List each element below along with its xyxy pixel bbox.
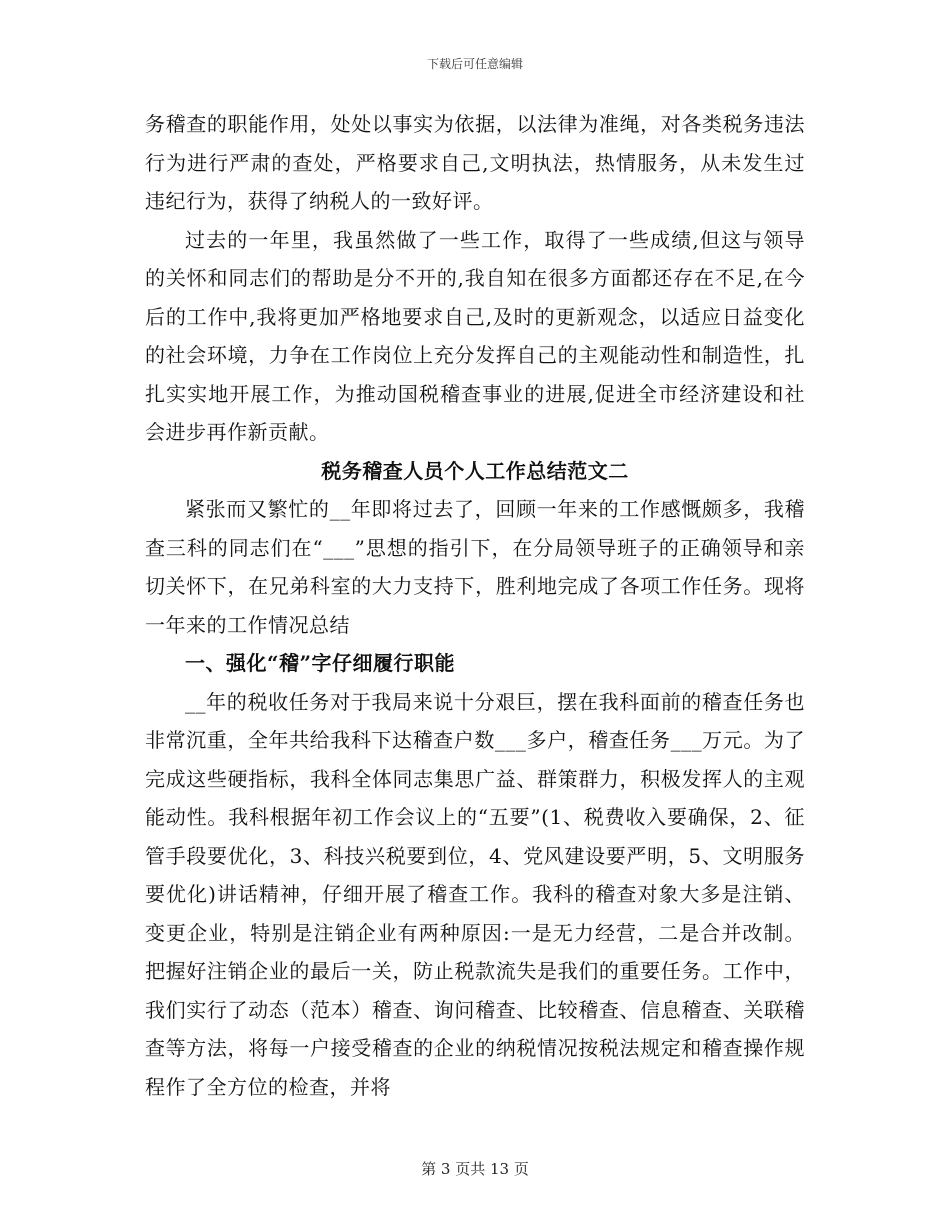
paragraph: 过去的一年里，我虽然做了一些工作，取得了一些成绩,但这与领导的关怀和同志们的帮助是分不开的,我自知在很多方面都还存在不足,在今后的工作中,我将更加严格地要求自己,及时的更新观念，以适应日益变化的社会环境，力争在工作岗位上充分发挥自己的主观能动性和制造性，扎扎实实地开展工作，为推动国税稽查事业的进展,促进全市经济建设和社会进步再作新贡献。 bbox=[145, 227, 805, 444]
section-heading: 一、强化“稽”字仔细履行职能 bbox=[185, 651, 456, 675]
page-footer: 第 3 页共 13 页 bbox=[421, 1160, 529, 1178]
paragraph: 务稽查的职能作用，处处以事实为依据，以法律为准绳，对各类税务违法行为进行严肃的查处，严格要求自己,文明执法，热情服务，从未发生过违纪行为，获得了纳税人的一致好评。 bbox=[145, 112, 805, 213]
page-header: 下载后可任意编辑 bbox=[426, 57, 523, 71]
section-title: 税务稽查人员个人工作总结范文二 bbox=[321, 458, 629, 483]
paragraph: __年的税收任务对于我局来说十分艰巨，摆在我科面前的稽查任务也非常沉重，全年共给我科下达稽查户数___多户，稽查任务___万元。为了完成这些硬指标，我科全体同志集思广益、群策群力，积极发挥人的主观能动性。我科根据年初工作会议上的“五要”(1、税费收入要确保，2、征管手段要优化，3、科技兴税要到位，4、党风建设要严明，5、文明服务要优化)讲话精神，仔细开展了稽查工作。我科的稽查对象大多是注销、变更企业，特别是注销企业有两种原因:一是无力经营，二是合并改制。把握好注销企业的最后一关，防止税款流失是我们的重要任务。工作中，我们实行了动态（范本）稽查、询问稽查、比较稽查、信息稽查、关联稽查等方法，将每一户接受稽查的企业的纳税情况按税法规定和稽查操作规程作了全方位的检查，并将 bbox=[145, 689, 805, 1099]
document-body bbox=[145, 105, 805, 1106]
paragraph: 紧张而又繁忙的__年即将过去了，回顾一年来的工作感慨颇多，我稽查三科的同志们在“___”思想的指引下，在分局领导班子的正确领导和亲切关怀下，在兄弟科室的大力支持下，胜利地完成了各项工作任务。现将一年来的工作情况总结 bbox=[145, 497, 805, 637]
